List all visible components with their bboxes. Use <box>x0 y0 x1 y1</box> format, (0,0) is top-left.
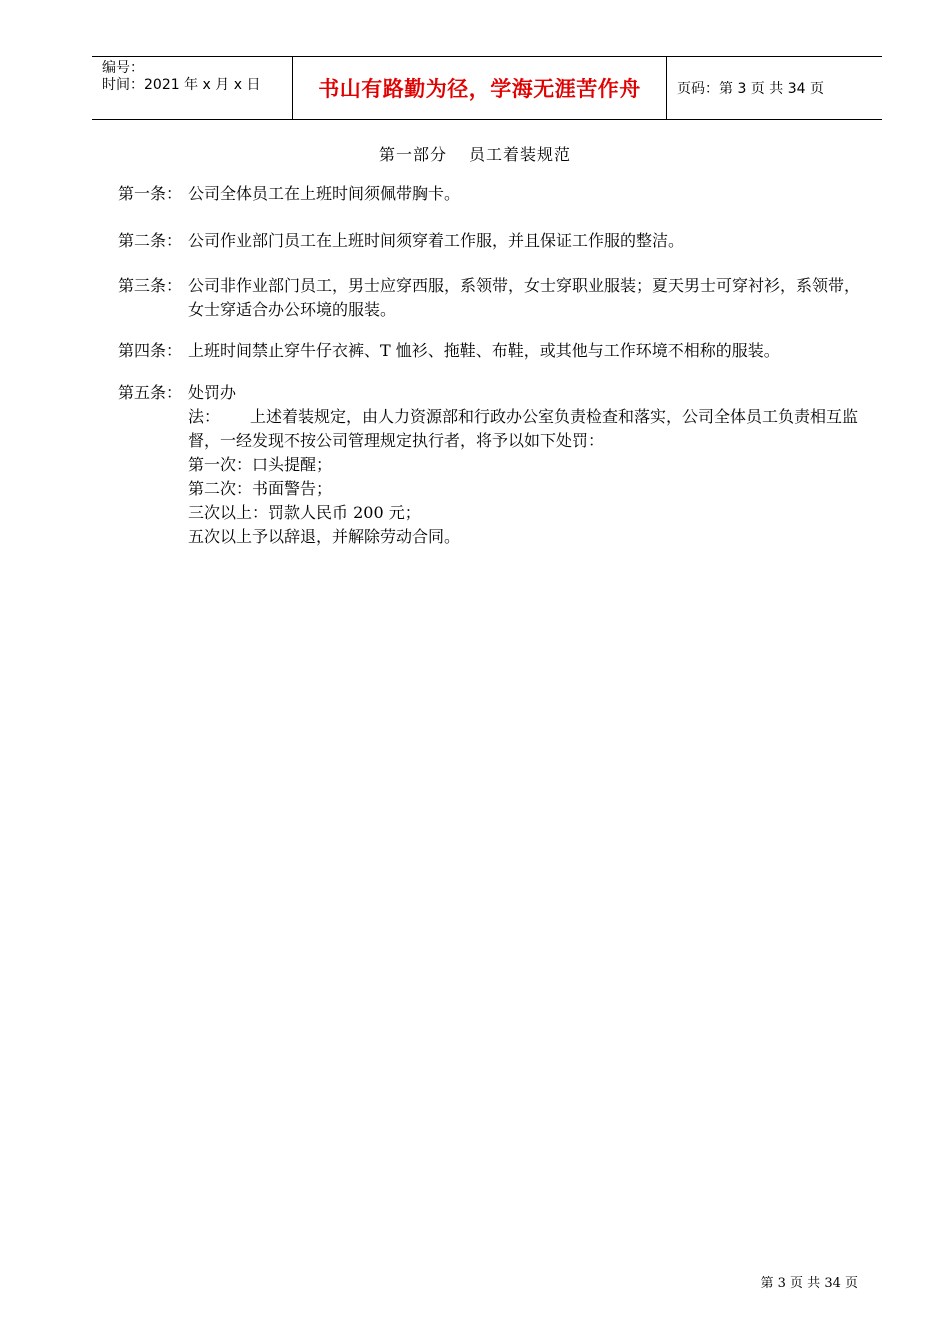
penalty-item-4: 五次以上予以辞退，并解除劳动合同。 <box>188 527 461 546</box>
penalty-intro: 上述着装规定，由人力资源部和行政办公室负责检查和落实，公司全体员工负责相互监督，一经发现不按公司管理规定执行者，将予以如下处罚： <box>188 407 859 450</box>
section-heading: 员工着装规范 <box>469 145 572 164</box>
penalty-item-1: 第一次：口头提醒； <box>188 455 333 474</box>
document-time-label: 时间：2021 年 x 月 x 日 <box>102 77 261 93</box>
penalty-item-2: 第二次：书面警告； <box>188 479 333 498</box>
article-text: 公司非作业部门员工，男士应穿西服，系领带，女士穿职业服装；夏天男士可穿衬衫，系领带，女士穿适合办公环境的服装。 <box>188 276 861 319</box>
article-text: 公司全体员工在上班时间须佩带胸卡。 <box>188 184 461 203</box>
section-title <box>0 142 950 165</box>
header-meta <box>92 57 293 119</box>
article-text: 上班时间禁止穿牛仔衣裤、T 恤衫、拖鞋、布鞋，或其他与工作环境不相称的服装。 <box>188 341 780 360</box>
article-body <box>188 381 863 549</box>
section-part: 第一部分 <box>378 145 447 164</box>
page-header <box>92 56 882 120</box>
article-text: 公司作业部门员工在上班时间须穿着工作服，并且保证工作服的整洁。 <box>188 231 685 250</box>
page-footer: 第 3 页 共 34 页 <box>760 1276 858 1291</box>
article-3 <box>118 274 863 322</box>
article-label: 第四条： <box>118 341 183 360</box>
article-2 <box>118 229 863 253</box>
article-5 <box>118 381 863 549</box>
header-page-number: 页码：第 3 页 共 34 页 <box>677 81 824 97</box>
article-4 <box>118 339 863 363</box>
document-number-label: 编号： <box>102 60 144 76</box>
article-label: 第二条： <box>118 231 183 250</box>
article-label: 第三条： <box>118 276 183 295</box>
article-1 <box>118 182 863 206</box>
article-label: 第一条： <box>118 184 183 203</box>
penalty-heading: 处罚办法： <box>188 383 237 426</box>
header-motto: 书山有路勤为径，学海无涯苦作舟 <box>293 57 667 119</box>
penalty-item-3: 三次以上：罚款人民币 200 元； <box>188 503 421 522</box>
article-label: 第五条： <box>118 383 183 402</box>
